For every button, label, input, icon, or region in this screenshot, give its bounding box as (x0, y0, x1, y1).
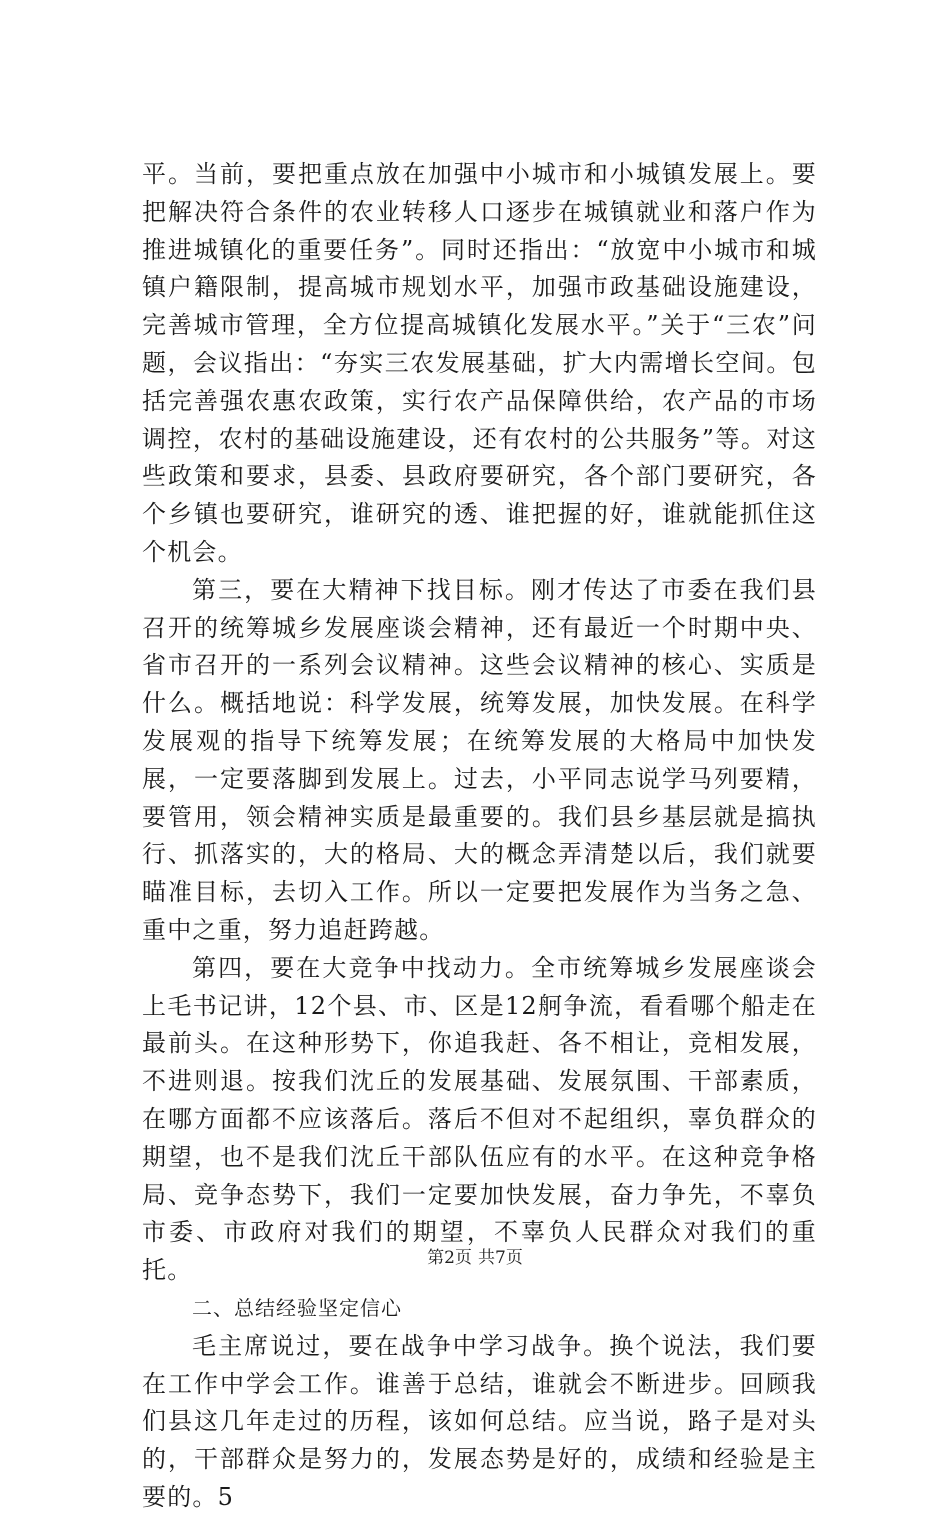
paragraph-4: 毛主席说过，要在战争中学习战争。换个说法，我们要在工作中学会工作。谁善于总结，谁就会不断进步。回顾我们县这几年走过的历程，该如何总结。应当说，路子是对头的，干部群众是努力的，发展态势是好的，成绩和经验是主要的。5 (142, 1331, 817, 1511)
page-footer (0, 1247, 950, 1269)
page-number-current: 第2页 (427, 1248, 472, 1268)
document-body (142, 156, 817, 1517)
paragraph-2: 第三，要在大精神下找目标。刚才传达了市委在我们县召开的统筹城乡发展座谈会精神，还有最近一个时期中央、省市召开的一系列会议精神。这些会议精神的核心、实质是什么。概括地说：科学发展，统筹发展，加快发展。在科学发展观的指导下统筹发展；在统筹发展的大格局中加快发展，一定要落脚到发展上。过去，小平同志说学马列要精，要管用，领会精神实质是最重要的。我们县乡基层就是搞执行、抓落实的，大的格局、大的概念弄清楚以后，我们就要瞄准目标，去切入工作。所以一定要把发展作为当务之急、重中之重，努力追赶跨越。 (142, 575, 817, 944)
paragraph-1: 平。当前，要把重点放在加强中小城市和小城镇发展上。要把解决符合条件的农业转移人口逐步在城镇就业和落户作为推进城镇化的重要任务”。同时还指出：“放宽中小城市和城镇户籍限制，提高城市规划水平，加强市政基础设施建设，完善城市管理，全方位提高城镇化发展水平。”关于“三农”问题，会议指出：“夯实三农发展基础，扩大内需增长空间。包括完善强农惠农政策，实行农产品保障供给，农产品的市场调控，农村的基础设施建设，还有农村的公共服务”等。对这些政策和要求，县委、县政府要研究，各个部门要研究，各个乡镇也要研究，谁研究的透、谁把握的好，谁就能抓住这个机会。 (142, 160, 817, 566)
paragraph-3: 第四，要在大竞争中找动力。全市统筹城乡发展座谈会上毛书记讲，12个县、市、区是12舸争流，看看哪个船走在最前头。在这种形势下，你追我赶、各不相让，竞相发展，不进则退。按我们沈丘的发展基础、发展氛围、干部素质，在哪方面都不应该落后。落后不但对不起组织，辜负群众的期望，也不是我们沈丘干部队伍应有的水平。在这种竞争格局、竞争态势下，我们一定要加快发展，奋力争先，不辜负市委、市政府对我们的期望，不辜负人民群众对我们的重托。 (142, 953, 817, 1285)
section-heading: 二、总结经验坚定信心 (192, 1295, 402, 1320)
page-number-total: 共7页 (478, 1248, 523, 1268)
